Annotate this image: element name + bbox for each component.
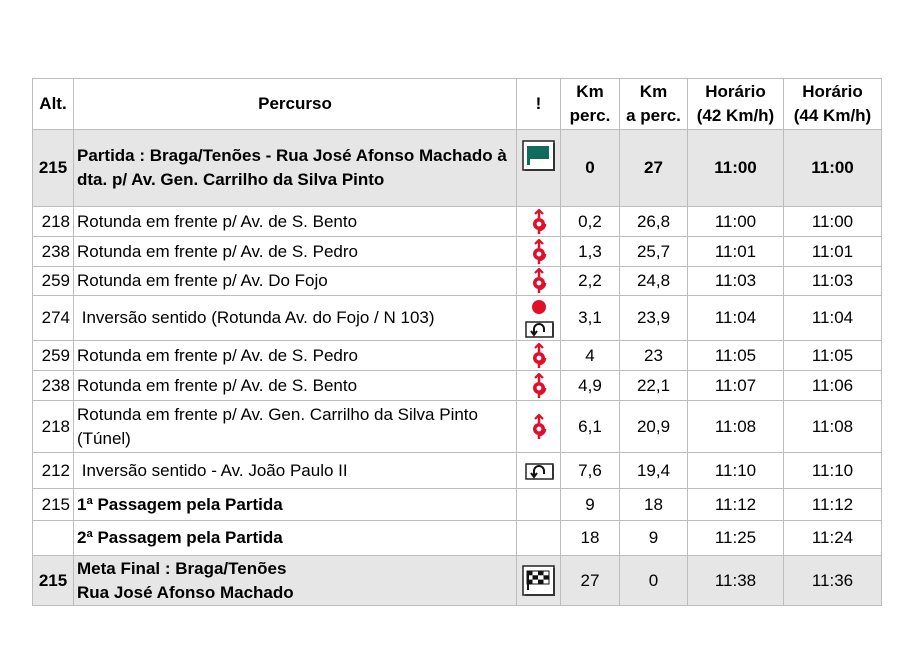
header-h42-line1: Horário xyxy=(705,82,766,101)
cell-km: 2,2 xyxy=(561,267,620,296)
cell-percurso: Inversão sentido (Rotunda Av. do Fojo / N 103) xyxy=(74,296,517,341)
header-alt: Alt. xyxy=(33,79,74,130)
cell-percurso: Inversão sentido - Av. João Paulo II xyxy=(74,453,517,489)
cell-h42: 11:38 xyxy=(688,556,784,606)
cell-h44: 11:01 xyxy=(784,237,882,267)
cell-h42: 11:04 xyxy=(688,296,784,341)
cell-h42: 11:05 xyxy=(688,341,784,371)
cell-km: 0 xyxy=(561,130,620,207)
header-percurso: Percurso xyxy=(74,79,517,130)
cell-h44: 11:05 xyxy=(784,341,882,371)
header-h42-line2: (42 Km/h) xyxy=(696,106,775,125)
cell-icon xyxy=(517,237,561,267)
cell-h44: 11:06 xyxy=(784,371,882,401)
header-h44 xyxy=(784,79,882,130)
cell-percurso: Rotunda em frente p/ Av. de S. Bento xyxy=(74,371,517,401)
cell-icon xyxy=(517,556,561,606)
start-flag-icon xyxy=(522,140,556,172)
uturn-icon xyxy=(522,461,556,481)
cell-km: 4 xyxy=(561,341,620,371)
cell-alt: 218 xyxy=(33,401,74,453)
header-km-perc xyxy=(561,79,620,130)
cell-percurso: Rotunda em frente p/ Av. de S. Pedro xyxy=(74,341,517,371)
table-row xyxy=(33,521,882,556)
cell-percurso: Rotunda em frente p/ Av. de S. Bento xyxy=(74,207,517,237)
cell-h44: 11:10 xyxy=(784,453,882,489)
cell-icon xyxy=(517,453,561,489)
cell-h42: 11:12 xyxy=(688,489,784,521)
cell-percurso: 1ª Passagem pela Partida xyxy=(74,489,517,521)
cell-h44: 11:24 xyxy=(784,521,882,556)
cell-alt: 212 xyxy=(33,453,74,489)
cell-h42: 11:03 xyxy=(688,267,784,296)
cell-percurso: Rotunda em frente p/ Av. Do Fojo xyxy=(74,267,517,296)
roundabout-uturn-icon xyxy=(522,298,556,338)
cell-alt: 259 xyxy=(33,341,74,371)
cell-h44: 11:12 xyxy=(784,489,882,521)
roundabout-icon xyxy=(529,268,549,294)
header-h44-line1: Horário xyxy=(802,82,863,101)
roundabout-icon xyxy=(529,414,549,440)
cell-alt: 259 xyxy=(33,267,74,296)
cell-km-rest: 23,9 xyxy=(620,296,688,341)
cell-km-rest: 24,8 xyxy=(620,267,688,296)
cell-km-rest: 9 xyxy=(620,521,688,556)
cell-h42: 11:08 xyxy=(688,401,784,453)
cell-km: 6,1 xyxy=(561,401,620,453)
cell-icon xyxy=(517,130,561,207)
cell-percurso: Rotunda em frente p/ Av. Gen. Carrilho da Silva Pinto (Túnel) xyxy=(74,401,517,453)
cell-km: 9 xyxy=(561,489,620,521)
cell-km-rest: 18 xyxy=(620,489,688,521)
cell-alt: 215 xyxy=(33,130,74,207)
cell-km: 27 xyxy=(561,556,620,606)
roundabout-icon xyxy=(529,343,549,369)
cell-icon xyxy=(517,401,561,453)
table-row xyxy=(33,556,882,606)
cell-alt: 238 xyxy=(33,371,74,401)
cell-alt: 215 xyxy=(33,489,74,521)
finish-flag-icon xyxy=(522,565,556,597)
cell-km: 0,2 xyxy=(561,207,620,237)
cell-h42: 11:00 xyxy=(688,207,784,237)
cell-icon xyxy=(517,267,561,296)
cell-km-rest: 0 xyxy=(620,556,688,606)
cell-h44: 11:04 xyxy=(784,296,882,341)
table-row xyxy=(33,267,882,296)
cell-percurso xyxy=(74,556,517,606)
cell-h44: 11:00 xyxy=(784,207,882,237)
cell-alt: 218 xyxy=(33,207,74,237)
cell-km-rest: 25,7 xyxy=(620,237,688,267)
cell-km-rest: 20,9 xyxy=(620,401,688,453)
cell-km: 7,6 xyxy=(561,453,620,489)
table-row xyxy=(33,237,882,267)
table-row xyxy=(33,401,882,453)
cell-km: 18 xyxy=(561,521,620,556)
cell-h44: 11:00 xyxy=(784,130,882,207)
cell-alt: 215 xyxy=(33,556,74,606)
finish-line2: Rua José Afonso Machado xyxy=(77,582,294,602)
finish-line1: Meta Final : Braga/Tenões xyxy=(77,558,287,578)
header-alert: ! xyxy=(517,79,561,130)
cell-icon xyxy=(517,371,561,401)
route-table xyxy=(32,78,882,606)
cell-km: 4,9 xyxy=(561,371,620,401)
cell-km: 1,3 xyxy=(561,237,620,267)
cell-km: 3,1 xyxy=(561,296,620,341)
cell-percurso: Rotunda em frente p/ Av. de S. Pedro xyxy=(74,237,517,267)
table-row xyxy=(33,296,882,341)
cell-km-rest: 22,1 xyxy=(620,371,688,401)
cell-km-rest: 26,8 xyxy=(620,207,688,237)
table-row xyxy=(33,453,882,489)
header-h44-line2: (44 Km/h) xyxy=(793,106,872,125)
cell-h42: 11:01 xyxy=(688,237,784,267)
cell-km-rest: 23 xyxy=(620,341,688,371)
cell-icon xyxy=(517,521,561,556)
cell-icon xyxy=(517,341,561,371)
cell-alt: 238 xyxy=(33,237,74,267)
table-row xyxy=(33,489,882,521)
header-km-perc-line1: Km xyxy=(576,82,604,101)
cell-km-rest: 27 xyxy=(620,130,688,207)
roundabout-icon xyxy=(529,239,549,265)
header-km-aperc xyxy=(620,79,688,130)
cell-alt: 274 xyxy=(33,296,74,341)
cell-icon xyxy=(517,489,561,521)
cell-h42: 11:07 xyxy=(688,371,784,401)
cell-h42: 11:25 xyxy=(688,521,784,556)
cell-km-rest: 19,4 xyxy=(620,453,688,489)
table-row xyxy=(33,207,882,237)
roundabout-icon xyxy=(529,373,549,399)
header-km-aperc-line1: Km xyxy=(639,82,668,101)
cell-icon xyxy=(517,296,561,341)
table-row xyxy=(33,130,882,207)
roundabout-icon xyxy=(529,209,549,235)
cell-h44: 11:03 xyxy=(784,267,882,296)
cell-icon xyxy=(517,207,561,237)
cell-percurso: 2ª Passagem pela Partida xyxy=(74,521,517,556)
cell-h42: 11:00 xyxy=(688,130,784,207)
table-row xyxy=(33,371,882,401)
header-row xyxy=(33,79,882,130)
header-km-aperc-line2: a perc. xyxy=(626,106,681,125)
cell-h44: 11:36 xyxy=(784,556,882,606)
header-h42 xyxy=(688,79,784,130)
cell-h42: 11:10 xyxy=(688,453,784,489)
cell-h44: 11:08 xyxy=(784,401,882,453)
cell-percurso: Partida : Braga/Tenões - Rua José Afonso Machado à dta. p/ Av. Gen. Carrilho da Silva Pinto xyxy=(74,130,517,207)
cell-alt xyxy=(33,521,74,556)
header-km-perc-line2: perc. xyxy=(569,106,611,125)
table-row xyxy=(33,341,882,371)
